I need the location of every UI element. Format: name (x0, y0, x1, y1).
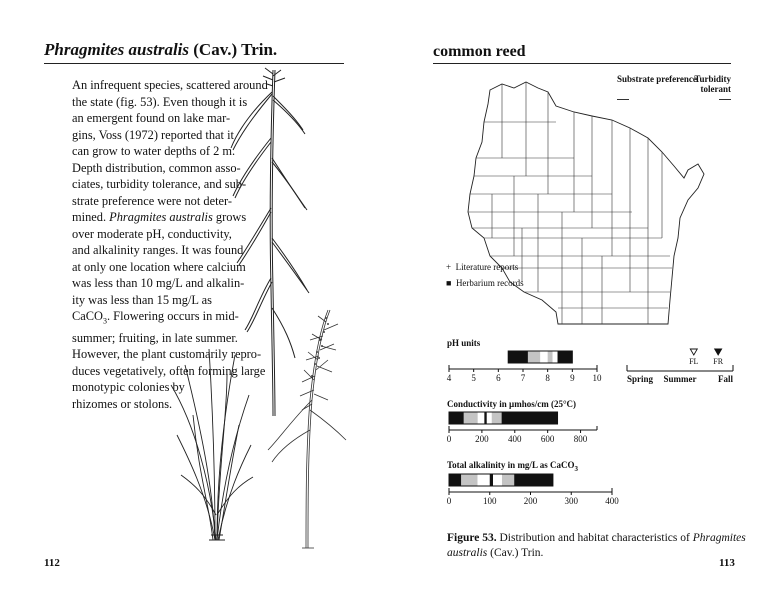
description-line: gins, Voss (1972) reported that it (72, 127, 234, 142)
description-line: strate preference were not deter- (72, 193, 233, 208)
season-label: Fall (718, 374, 733, 384)
description-line: the state (fig. 53). Even though it is (72, 94, 248, 109)
phenology-marker-label: FL (689, 357, 699, 366)
gauge-tick-label: 4 (446, 373, 452, 383)
description-line: over moderate pH, conductivity, (72, 226, 232, 241)
gauge-tick-label: 10 (592, 373, 602, 383)
gauge-segment (493, 474, 502, 486)
description-line: However, the plant customarily repro- (72, 347, 262, 362)
distribution-map (462, 78, 708, 332)
ph-gauge (447, 345, 607, 383)
gauge-tick-label: 5 (471, 373, 476, 383)
gauge-segment (528, 351, 540, 363)
common-name: common reed (433, 43, 526, 60)
phenology-chart (625, 345, 735, 385)
gauge-segment (558, 351, 573, 363)
gauge-segment (490, 474, 493, 486)
gauge-segment (461, 474, 477, 486)
gauge-segment (478, 474, 490, 486)
gauge-segment (487, 412, 492, 424)
description-line: monotypic colonies by (72, 380, 185, 395)
figure-caption: Figure 53. Distribution and habitat characteristics of Phragmites australis (Cav.) Trin. (447, 532, 746, 559)
gauge-tick-label: 100 (483, 496, 497, 506)
description-line: ity was less than 15 mg/L as (72, 292, 212, 307)
legend-literature: + Literature reports (446, 262, 519, 272)
description-line: was less than 10 mg/L and alkalin- (72, 276, 245, 290)
description-line: summer; fruiting, in late summer. (72, 330, 238, 345)
gauge-segment (502, 474, 514, 486)
gauge-segment (502, 412, 558, 424)
alkalinity-gauge (447, 468, 617, 506)
gauge-segment (540, 351, 547, 363)
gauge-tick-label: 8 (545, 373, 550, 383)
header-rule (44, 63, 344, 64)
header-rule-right (433, 63, 731, 64)
gauge-tick-label: 6 (496, 373, 501, 383)
gauge-segment (508, 351, 528, 363)
description-line: and alkalinity ranges. It was found (72, 243, 244, 257)
ph-gauge-title: pH units (447, 338, 481, 348)
gauge-segment (478, 412, 485, 424)
season-label: Spring (627, 374, 654, 384)
description-line: An infrequent species, scattered around (72, 78, 268, 92)
description-line: an emergent found on lake mar- (72, 111, 231, 125)
right-page (388, 0, 776, 600)
conductivity-gauge (447, 406, 617, 444)
substrate-preference-label: Substrate preference (617, 74, 697, 84)
gauge-segment (514, 474, 553, 486)
description-line: rhizomes or stolons. (72, 396, 173, 411)
herbarium-symbol-icon: ■ (446, 278, 452, 288)
species-title (44, 40, 277, 60)
literature-symbol-icon: + (446, 262, 452, 272)
species-name: Phragmites australis (44, 40, 190, 59)
season-label: Summer (663, 374, 697, 384)
gauge-segment (492, 412, 502, 424)
species-author: (Cav.) Trin. (189, 40, 278, 59)
gauge-tick-label: 7 (520, 373, 526, 383)
legend-herbarium: ■ Herbarium records (446, 278, 524, 288)
description-line: at only one location where calcium (72, 259, 246, 274)
turbidity-tolerant-label: Turbidity tolerant (694, 74, 731, 94)
gauge-segment (484, 412, 486, 424)
gauge-tick-label: 200 (523, 496, 538, 506)
conductivity-gauge-title: Conductivity in µmhos/cm (25°C) (447, 399, 577, 409)
gauge-tick-label: 400 (605, 496, 619, 506)
gauge-tick-label: 9 (570, 373, 575, 383)
page-number-left: 112 (44, 557, 60, 569)
gauge-segment (553, 351, 558, 363)
gauge-segment (548, 351, 553, 363)
gauge-tick-label: 0 (446, 496, 452, 506)
fruiting-marker-icon (715, 349, 722, 355)
page-number-right: 113 (719, 557, 735, 569)
flowering-marker-icon (690, 349, 697, 355)
description-line: ciates, turbidity tolerance, and sub- (72, 177, 247, 191)
plant-illustration-plume (262, 300, 352, 550)
gauge-tick-label: 600 (540, 434, 555, 444)
description-line: can grow to water depths of 2 m. (72, 144, 236, 158)
gauge-tick-label: 200 (475, 434, 489, 444)
gauge-tick-label: 800 (573, 434, 588, 444)
gauge-segment (449, 474, 461, 486)
gauge-tick-label: 400 (508, 434, 522, 444)
description-line: Depth distribution, common asso- (72, 160, 241, 175)
description-line: duces vegetatively, often forming large (72, 363, 266, 378)
gauge-segment (464, 412, 478, 424)
gauge-segment (449, 412, 464, 424)
turbidity-tolerant-value (719, 99, 731, 100)
description-line: mined. Phragmites australis grows (72, 210, 247, 224)
phenology-marker-label: FR (713, 357, 724, 366)
gauge-tick-label: 300 (564, 496, 578, 506)
description-line: CaCO$_3$. Flowering occurs in mid- (72, 309, 239, 326)
plant-illustration-clump (165, 345, 255, 545)
alkalinity-gauge-title: Total alkalinity in mg/L as CaCO$_3$ (447, 460, 578, 473)
gauge-tick-label: 0 (446, 434, 452, 444)
